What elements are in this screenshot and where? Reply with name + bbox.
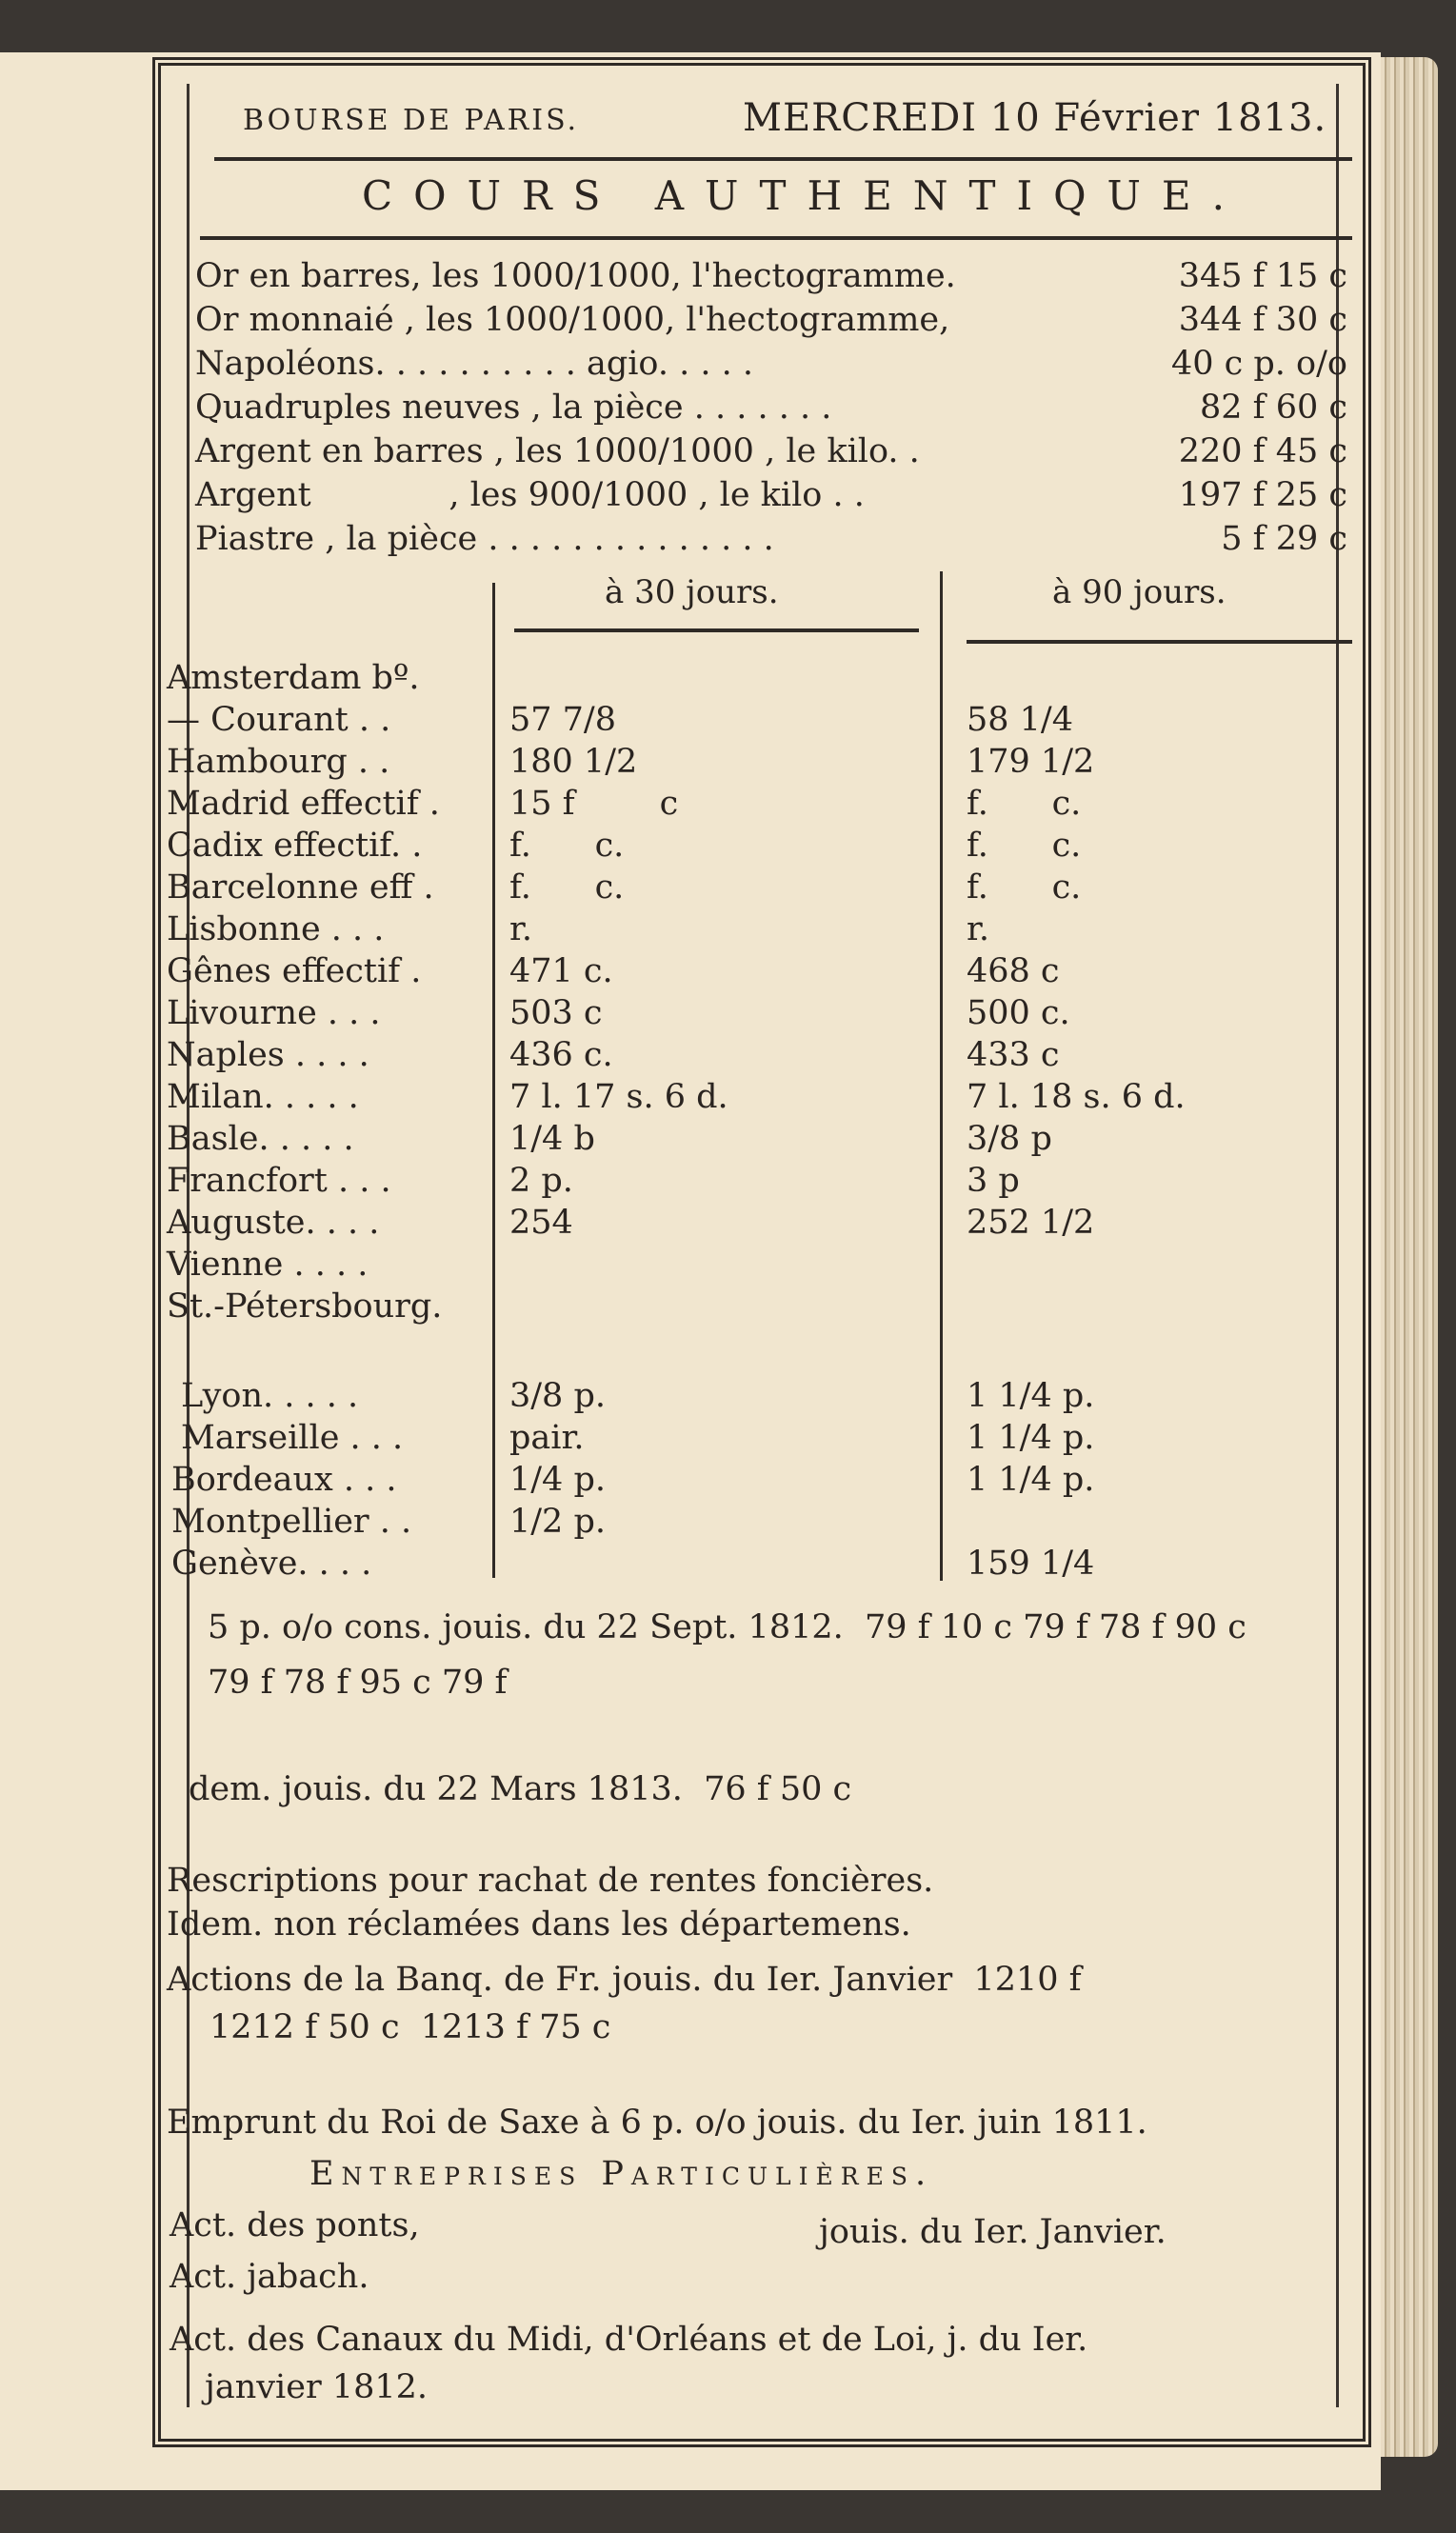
entreprises-line-3: Act. des Canaux du Midi, d'Orléans et de Loi, j. du Ier.: [170, 2321, 1088, 2359]
misc-line-1: Rescriptions pour rachat de rentes foncières.: [167, 1862, 934, 1900]
header-date: MERCREDI 10 Février 1813.: [743, 96, 1327, 140]
table-row: Basle. . . . . 1/4 b 3/8 p: [167, 1120, 1052, 1158]
entreprises-line-1: Act. des ponts,: [170, 2206, 420, 2244]
header-bourse: BOURSE DE PARIS.: [243, 104, 580, 137]
table-row: Barcelonne eff . f. c. f. c.: [167, 868, 1082, 907]
table-row: St.-Pétersbourg.: [167, 1287, 443, 1326]
price-row: Piastre , la pièce . . . . . . . . . . . . . . 5 f 29 c: [195, 520, 1347, 558]
price-row: Argent en barres , les 1000/1000 , le kilo. . 220 f 45 c: [195, 432, 1347, 470]
table-row: Auguste. . . . 254 252 1/2: [167, 1204, 1095, 1242]
table-row: Milan. . . . . 7 l. 17 s. 6 d. 7 l. 18 s. 6 d.: [167, 1078, 1186, 1116]
table-row: — Courant . . 57 7/8 58 1/4: [167, 701, 1073, 739]
table-row: Cadix effectif. . f. c. f. c.: [167, 827, 1082, 865]
table-row: Genève. . . . 159 1/4: [171, 1545, 1095, 1583]
table-row: Vienne . . . .: [167, 1246, 369, 1284]
price-row: Argent , les 900/1000 , le kilo . . 197 f 25 c: [195, 476, 1347, 514]
header-30-days: à 30 jours.: [605, 573, 779, 611]
misc-line-4: 1212 f 50 c 1213 f 75 c: [209, 2008, 611, 2046]
table-row: Madrid effectif . 15 f c f. c.: [167, 785, 1082, 823]
rentes-line-2: 79 f 78 f 95 c 79 f: [208, 1664, 508, 1702]
header-90-days: à 90 jours.: [1052, 573, 1227, 611]
col90-rule: [967, 640, 1352, 644]
price-row: Or monnaié , les 1000/1000, l'hectogramme, 344 f 30 c: [195, 301, 1347, 339]
col30-rule: [514, 628, 919, 632]
book-page-edges: [1371, 57, 1438, 2457]
table-row: Livourne . . . 503 c 500 c.: [167, 994, 1070, 1032]
table-row: Gênes effectif . 471 c. 468 c: [167, 952, 1060, 990]
table-row: Amsterdam bº.: [167, 659, 420, 697]
entreprises-heading: Entreprises Particulières.: [309, 2155, 934, 2193]
table-row: Lyon. . . . . 3/8 p. 1 1/4 p.: [181, 1377, 1095, 1415]
table-row: Bordeaux . . . 1/4 p. 1 1/4 p.: [171, 1461, 1095, 1499]
page-title: COURS AUTHENTIQUE.: [362, 172, 1246, 219]
entreprises-line-1-right: jouis. du Ier. Janvier.: [819, 2213, 1167, 2251]
misc-line-2: Idem. non réclamées dans les départemens.: [167, 1905, 911, 1944]
title-rule: [200, 236, 1352, 240]
rentes-line-3: dem. jouis. du 22 Mars 1813. 76 f 50 c: [189, 1770, 852, 1808]
table-row: Lisbonne . . . r. r.: [167, 910, 990, 948]
price-row: Quadruples neuves , la pièce . . . . . . . 82 f 60 c: [195, 389, 1347, 427]
price-row: Or en barres, les 1000/1000, l'hectogramme. 345 f 15 c: [195, 257, 1347, 295]
header-rule: [214, 157, 1352, 161]
table-row: Marseille . . . pair. 1 1/4 p.: [181, 1419, 1095, 1457]
price-row: Napoléons. . . . . . . . . . agio. . . . . 40 c p. o/o: [195, 345, 1347, 383]
table-row: Montpellier . . 1/2 p.: [171, 1503, 606, 1541]
misc-line-3: Actions de la Banq. de Fr. jouis. du Ier. Janvier 1210 f: [167, 1961, 1082, 1999]
table-row: Francfort . . . 2 p. 3 p: [167, 1162, 1020, 1200]
entreprises-line-2: Act. jabach.: [170, 2258, 369, 2296]
table-row: Hambourg . . 180 1/2 179 1/2: [167, 743, 1095, 781]
entreprises-line-4: janvier 1812.: [205, 2368, 428, 2406]
table-row: Naples . . . . 436 c. 433 c: [167, 1036, 1060, 1074]
misc-line-5: Emprunt du Roi de Saxe à 6 p. o/o jouis. du Ier. juin 1811.: [167, 2104, 1147, 2142]
rentes-line-1: 5 p. o/o cons. jouis. du 22 Sept. 1812. 79 f 10 c 79 f 78 f 90 c: [208, 1608, 1247, 1646]
